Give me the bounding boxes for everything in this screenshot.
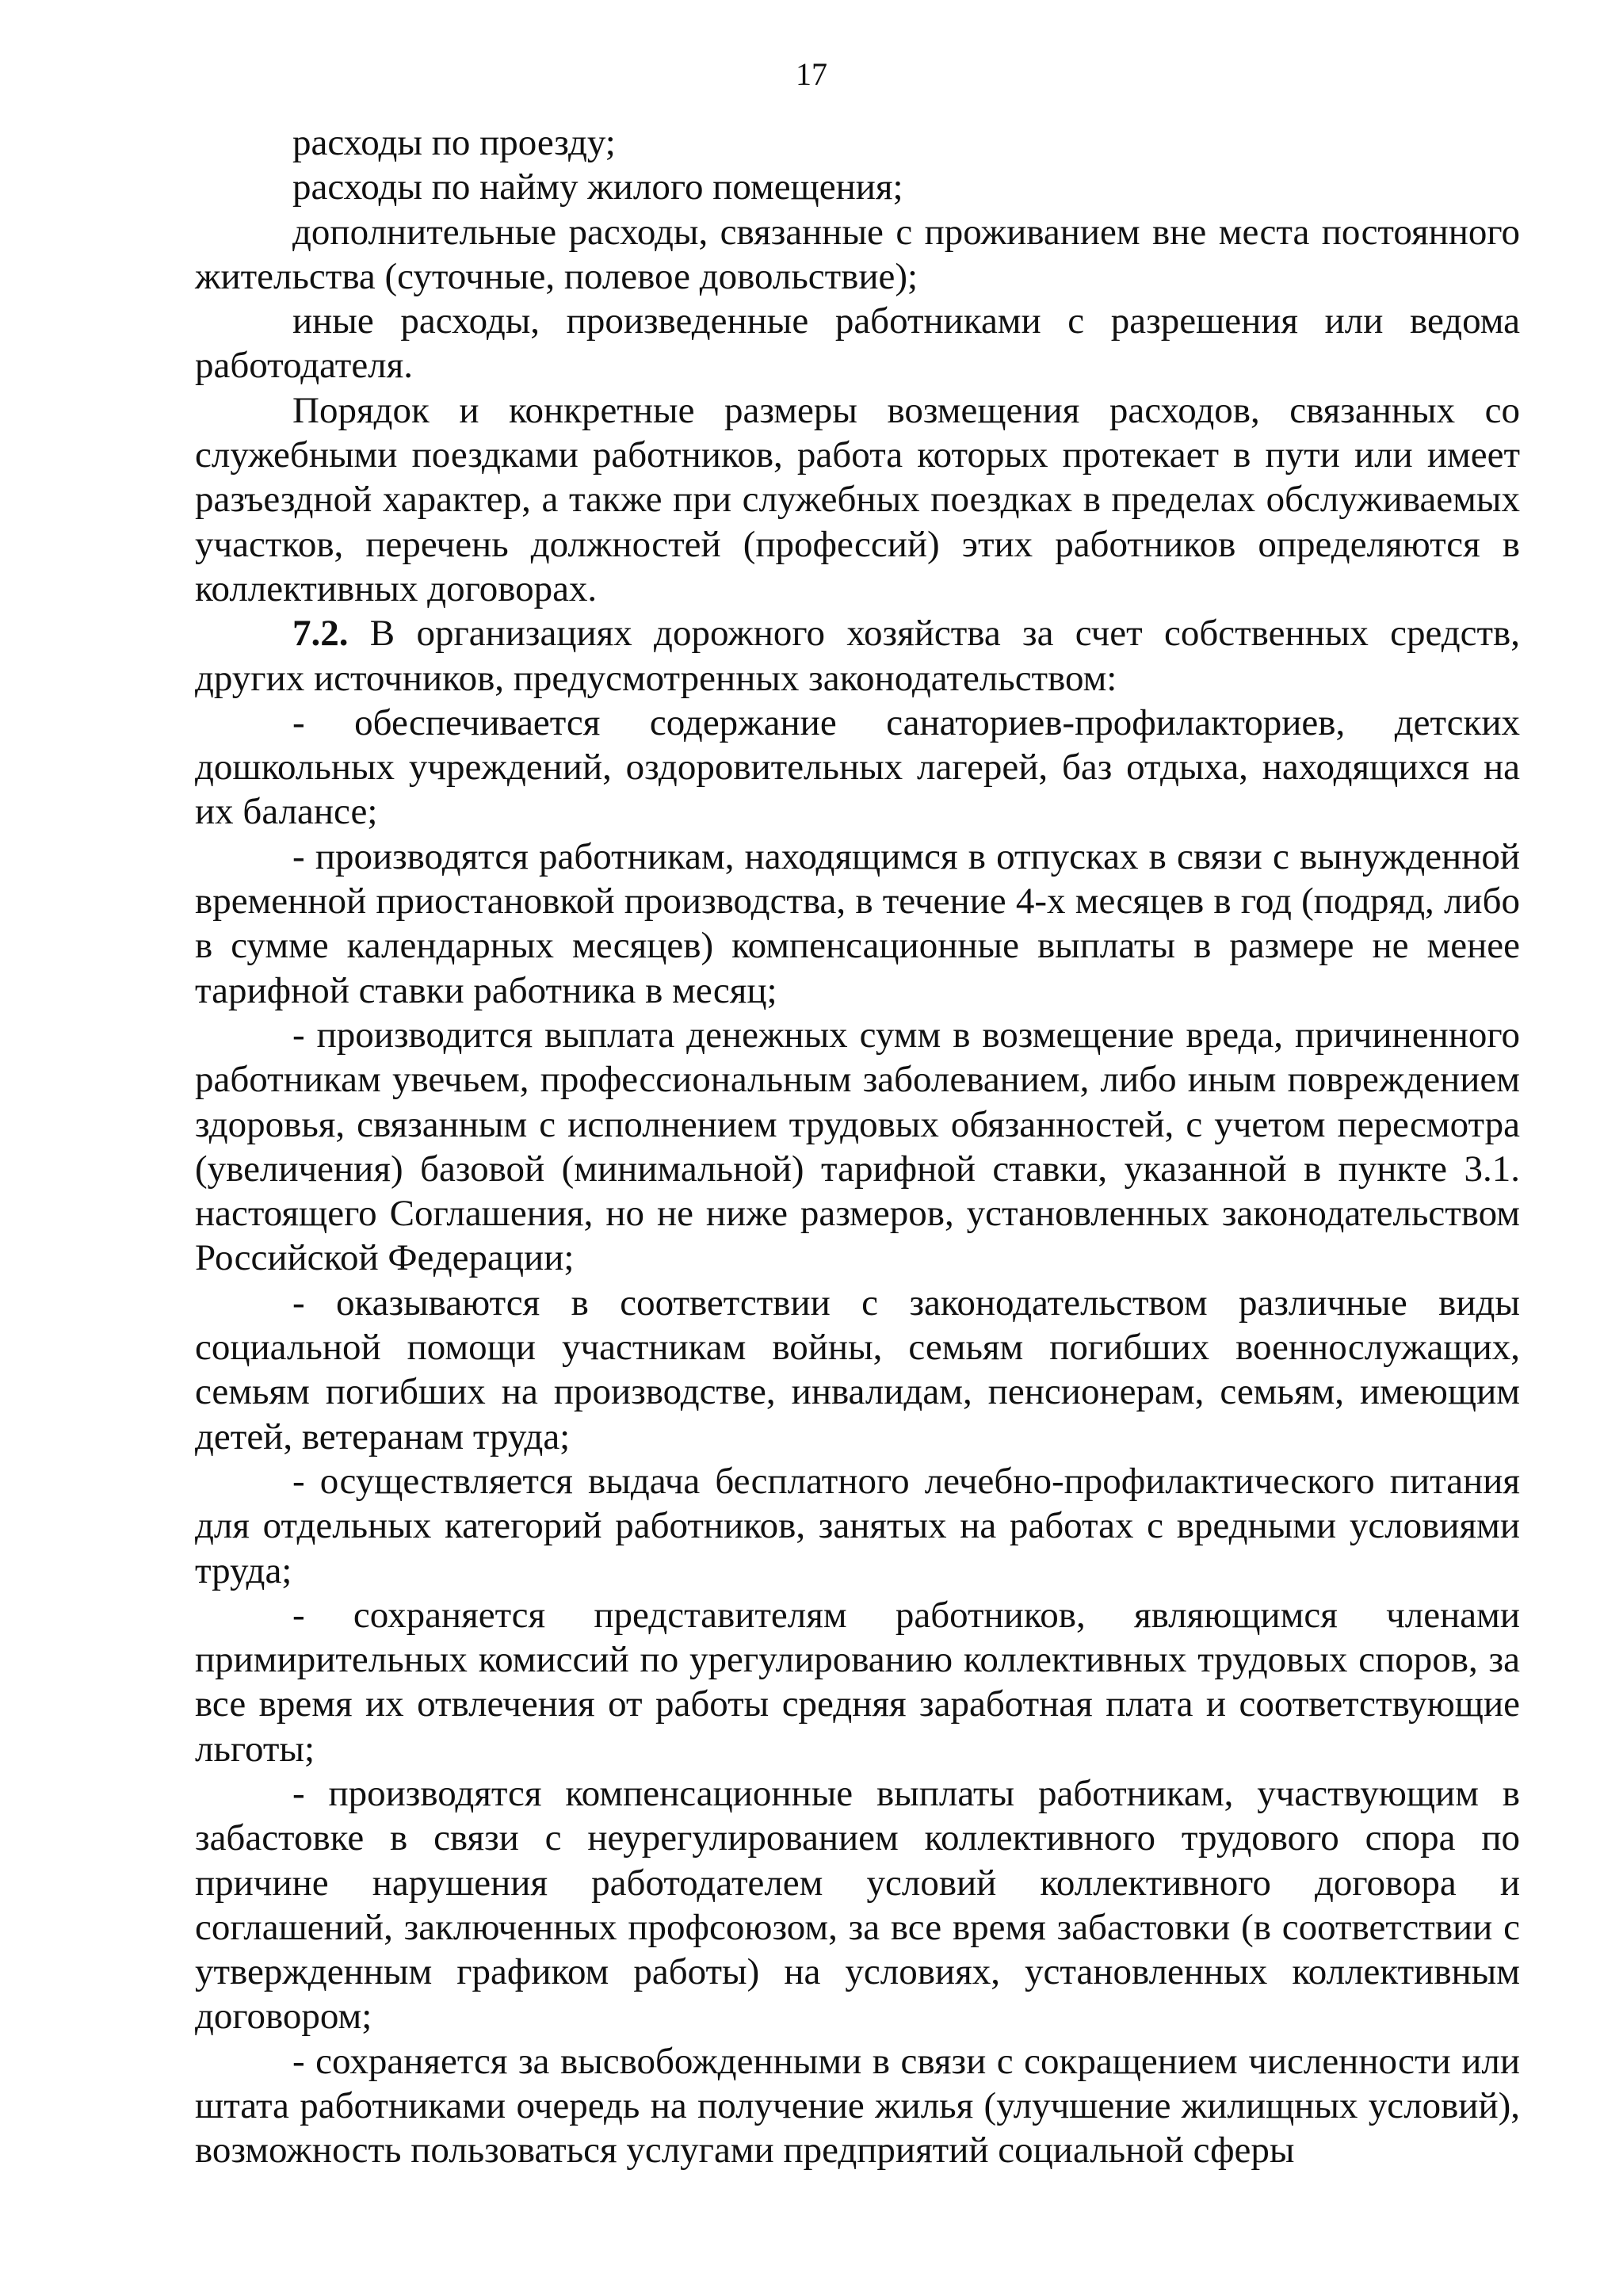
paragraph-text: Порядок и конкретные размеры возмещения расходов, связанных со служебными поездками работников, работа которых протекает в пути или имеет разъездной характер, а также при служебных поездках в пределах обслуживаемых участков, перечень должностей (профессий) этих работников определяются в коллективных договорах. [195,389,1520,609]
paragraph-text: расходы по найму жилого помещения; [292,166,903,208]
paragraph-text: дополнительные расходы, связанные с проживанием вне места постоянного жительства (суточные, полевое довольствие); [195,211,1520,297]
list-item-commission-members [195,1593,1520,1771]
paragraph-text: В организациях дорожного хозяйства за счет собственных средств, других источников, предусмотренных законодательством: [195,613,1520,699]
paragraph-text: - сохраняется представителям работников, являющимся членами примирительных комиссий по урегулированию коллективных трудовых споров, за все время их отвлечения от работы средняя заработная плата и соответствующие льготы; [195,1594,1520,1770]
paragraph-text: иные расходы, произведенные работниками с разрешения или ведома работодателя. [195,300,1520,387]
section-number: 7.2. [292,613,349,655]
list-item-sanatoriums [195,701,1520,835]
page-number: 17 [796,56,827,92]
paragraph-text: - сохраняется за высвобожденными в связи с сокращением численности или штата работниками очередь на получение жилья (улучшение жилищных условий), возможность пользоваться услугами предприятий социальной сферы [195,2040,1520,2172]
list-item-downtime-compensation [195,835,1520,1013]
paragraph-text: - производятся работникам, находящимся в отпусках в связи с вынужденной временной приостановкой производства, в течение 4-х месяцев в год (подряд, либо в сумме календарных месяцев) компенсационные выплаты в размере не менее тарифной ставки работника в месяц; [195,835,1520,1011]
paragraph-travel-expenses [195,120,1520,165]
paragraph-section-7-2 [195,611,1520,701]
paragraph-text: - производятся компенсационные выплаты работникам, участвующим в забастовке в связи с неурегулированием коллективного трудового спора по причине нарушения работодателем условий коллективного договора и соглашений, заключенных профсоюзом, за все время забастовки (в соответствии с утвержденным графиком работы) на условиях, установленных коллективным договором; [195,1772,1520,2038]
paragraph-other-expenses [195,299,1520,388]
list-item-strike-compensation [195,1771,1520,2039]
document-body [195,120,1520,2173]
list-item-free-meals [195,1459,1520,1593]
paragraph-text: - обеспечивается содержание санаториев-профилакториев, детских дошкольных учреждений, оздоровительных лагерей, баз отдыха, находящихся на их балансе; [195,701,1520,833]
paragraph-text: расходы по проезду; [292,122,616,163]
paragraph-text: - производится выплата денежных сумм в возмещение вреда, причиненного работникам увечьем, профессиональным заболеванием, либо иным повреждением здоровья, связанным с исполнением трудовых обязанностей, с учетом пересмотра (увеличения) базовой (минимальной) тарифной ставки, указанной в пункте 3.1. настоящего Соглашения, но не ниже размеров, установленных законодательством Российской Федерации; [195,1014,1520,1279]
paragraph-text: - оказываются в соответствии с законодательством различные виды социальной помощи участникам войны, семьям погибших военнослужащих, семьям погибших на производстве, инвалидам, пенсионерам, семьям, имеющим детей, ветеранам труда; [195,1282,1520,1457]
list-item-injury-compensation [195,1013,1520,1281]
list-item-housing-queue [195,2039,1520,2173]
list-item-social-assistance [195,1281,1520,1459]
paragraph-additional-expenses [195,210,1520,300]
paragraph-text: - осуществляется выдача бесплатного лечебно-профилактического питания для отдельных категорий работников, занятых на работах с вредными условиями труда; [195,1460,1520,1591]
paragraph-reimbursement-procedure [195,388,1520,611]
paragraph-housing-expenses [195,165,1520,209]
